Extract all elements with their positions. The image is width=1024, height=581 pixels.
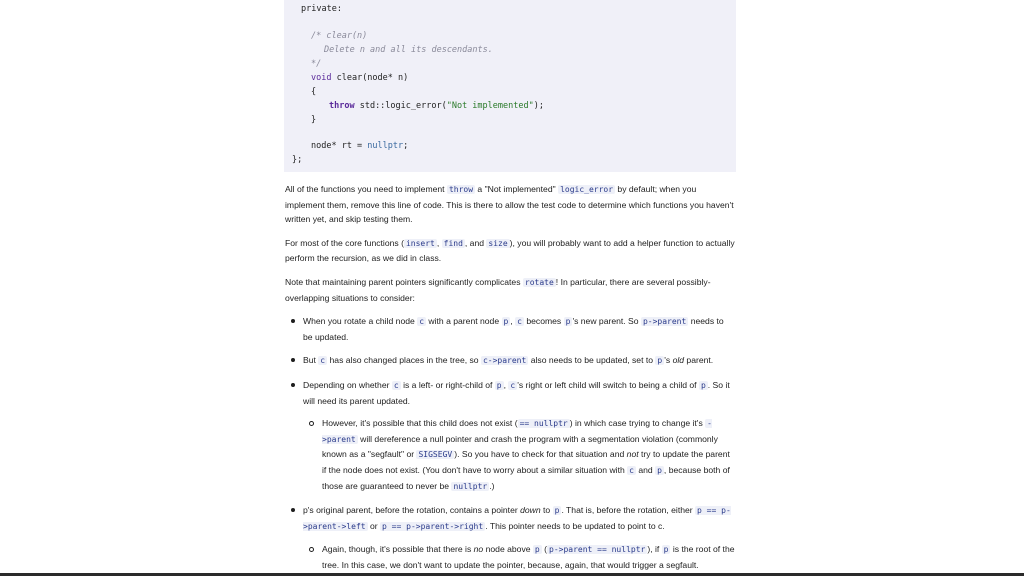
inline-code: p — [657, 465, 662, 475]
code-text: ); — [533, 101, 544, 111]
text: 's — [664, 355, 673, 366]
paragraph-helper — [285, 236, 735, 266]
text: also needs to be updated, set to — [528, 355, 656, 366]
text: a "Not implemented" — [475, 184, 559, 194]
text: becomes — [523, 316, 564, 327]
text: ( — [541, 544, 547, 555]
inline-code: insert — [405, 238, 435, 248]
code-string: "Not implemented" — [446, 101, 534, 111]
text: When you rotate a child node — [303, 316, 418, 327]
text: is the root of the tree. In this case, we don't want to update the pointer, because, again, that would trigger a segfault. — [322, 544, 735, 570]
emphasis: down — [520, 505, 541, 516]
code-line-private: private: — [301, 4, 342, 14]
text: with a parent node — [426, 316, 502, 327]
inline-code: c — [320, 356, 326, 366]
inline-code: c — [393, 380, 399, 390]
code-comment: */ — [311, 59, 322, 69]
text: will dereference a null pointer and crash the program with a segmentation violation (commonly known as a "segfault" or — [322, 433, 718, 460]
text: ), you will probably want to add a helper function to actually perform the recursion, as we did in class. — [285, 237, 735, 264]
inline-code: p == p->parent->right — [382, 521, 484, 531]
text: is a left- or right-child of — [400, 379, 495, 390]
text: has also changed places in the tree, so — [327, 355, 481, 366]
code-brace: { — [311, 87, 317, 97]
text: try to update the parent if the node does not exist. (You don't have to worry about a similar situation with — [322, 449, 730, 475]
inline-code: SIGSEGV — [418, 450, 453, 460]
inline-code: nullptr — [453, 481, 488, 491]
sub-list-item — [303, 542, 735, 572]
list-item — [285, 353, 735, 369]
text: . So it will need its parent updated. — [303, 379, 730, 406]
text: But — [303, 355, 319, 366]
code-brace: } — [311, 115, 317, 125]
text: or — [367, 520, 381, 531]
text: , — [436, 237, 442, 248]
inline-code: c — [510, 380, 516, 390]
text: 's new parent. So — [572, 316, 641, 327]
inline-code: logic_error — [560, 185, 614, 194]
code-comment: /* clear(n) — [311, 31, 368, 41]
inline-code: c — [419, 317, 425, 327]
code-literal: nullptr — [367, 141, 404, 151]
inline-code: == nullptr — [519, 419, 568, 429]
emphasis: not — [626, 449, 639, 460]
inline-code: find — [443, 238, 463, 248]
paragraph-rotate — [285, 275, 735, 305]
text: However, it's possible that this child does not exist ( — [322, 418, 518, 429]
code-line-signature — [311, 71, 408, 85]
text: , because both of those are guaranteed to never be — [322, 464, 730, 491]
code-text: node* rt = — [311, 141, 368, 151]
text: ), if — [647, 544, 662, 555]
emphasis: no — [473, 544, 484, 555]
inline-code: p — [534, 545, 540, 555]
text: 's right or left child will switch to being a child of — [517, 379, 699, 390]
inline-code: p — [554, 506, 560, 516]
inline-code: p — [565, 317, 571, 327]
text: , and — [464, 237, 487, 248]
text: ). So you have to check for that situation and — [454, 449, 627, 460]
list-item — [285, 378, 735, 494]
inline-code: size — [488, 238, 508, 248]
list-item — [285, 503, 735, 572]
text: Depending on whether — [303, 379, 392, 390]
code-close: }; — [292, 155, 303, 165]
situation-list — [285, 314, 735, 572]
text: ! In particular, there are several possibly-overlapping situations to consider: — [285, 276, 711, 303]
inline-code: p — [700, 380, 706, 390]
code-keyword: throw — [329, 101, 355, 111]
emphasis: old — [672, 355, 685, 366]
inline-code: c — [517, 317, 522, 327]
text: All of the functions you need to implement — [285, 184, 447, 194]
text: parent. — [684, 355, 714, 366]
text: For most of the core functions ( — [285, 237, 404, 248]
text: . That is, before the rotation, either — [561, 505, 696, 516]
text: p's original parent, before the rotation, contains a pointer — [303, 505, 521, 516]
text: needs to be updated. — [303, 316, 724, 342]
text: Again, though, it's possible that there is — [322, 544, 474, 555]
list-item — [285, 314, 735, 344]
inline-code: throw — [448, 185, 474, 194]
code-text: std::logic_error( — [354, 101, 447, 111]
paragraph-throw — [285, 182, 735, 227]
sub-list — [303, 542, 735, 572]
inline-code: rotate — [524, 277, 554, 287]
text: , — [503, 379, 509, 390]
code-keyword: void — [311, 73, 332, 83]
inline-code: c->parent — [482, 356, 527, 366]
text: node above — [483, 544, 533, 555]
text: to — [540, 505, 553, 516]
inline-code: ->parent — [322, 419, 712, 444]
sub-list — [303, 416, 735, 494]
text: ) in which case trying to change it's — [569, 418, 706, 429]
inline-code: p->parent == nullptr — [549, 545, 646, 555]
code-line-throw — [329, 99, 544, 113]
inline-code: p — [657, 356, 663, 366]
sub-list-item — [303, 416, 735, 494]
code-comment: Delete n and all its descendants. — [324, 45, 493, 55]
inline-code: p->parent — [642, 317, 687, 327]
code-block — [284, 0, 736, 172]
code-line-member — [311, 139, 408, 153]
inline-code: p — [496, 380, 502, 390]
text: and — [635, 464, 656, 475]
code-text: ; — [403, 141, 409, 151]
code-text: clear(node* n) — [331, 73, 409, 83]
text: Note that maintaining parent pointers significantly complicates — [285, 276, 523, 287]
text: .) — [489, 480, 495, 491]
article-content — [285, 182, 735, 581]
inline-code: c — [629, 465, 634, 475]
inline-code: p == p->parent->left — [303, 506, 731, 531]
inline-code: p — [663, 545, 669, 555]
inline-code: p — [503, 317, 509, 327]
text: by default; when you implement them, remove this line of code. This is there to allow the test code to determine which functions you haven't written yet, and skip testing them. — [285, 184, 734, 225]
text: . This pointer needs to be updated to point to c. — [485, 520, 665, 531]
text: , — [510, 316, 516, 327]
